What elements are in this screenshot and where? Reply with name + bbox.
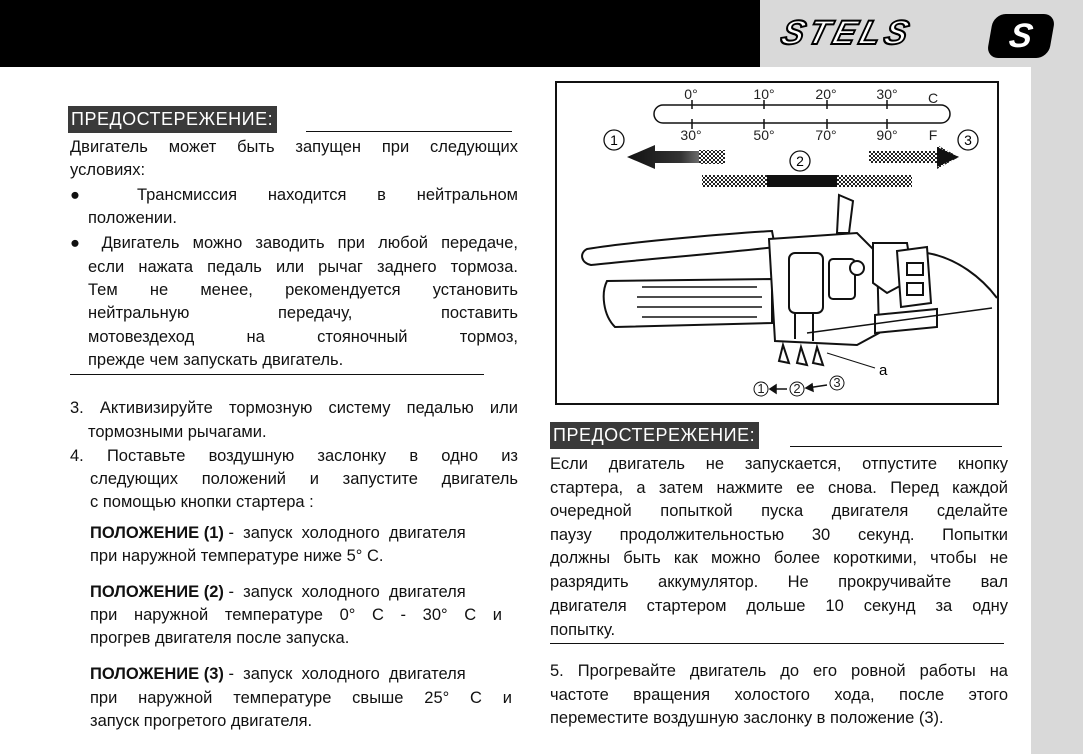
warning2-text-line: очередной попыткой пуска двигателя сделайте [550, 502, 1008, 520]
warning2-text-line: двигателя стартером дольше 10 секунд за одну [550, 597, 1008, 615]
position-1-cont: при наружной температуре ниже 5° С. [90, 547, 384, 565]
position-2-label: ПОЛОЖЕНИЕ (2) [90, 583, 224, 601]
page-side-strip [1031, 67, 1083, 754]
step-3-cont: тормозными рычагами. [88, 423, 267, 441]
bullet-item-cont: мотовездеход на стояночный тормоз, [88, 328, 518, 346]
warning1-text-line: Двигатель может быть запущен при следующих [70, 138, 518, 156]
bullet-item-cont: положении. [88, 209, 177, 227]
callout-1: 1 [610, 132, 618, 148]
step-5: 5. Прогревайте двигатель до его ровной работы на [550, 662, 1008, 680]
c-tick: 10° [753, 86, 775, 102]
callout-3: 3 [964, 132, 972, 148]
label-a: a [879, 362, 888, 379]
warning2-text-line: паузу продолжительностью 30 секунд. Попытки [550, 526, 1008, 544]
c-tick: 20° [815, 86, 837, 102]
seq-1: 1 [757, 381, 765, 396]
warning2-text-line: должны быть как можно более короткими, чтобы не [550, 549, 1008, 567]
warning2-text-line: стартера, а затем нажмите ее снова. Перед каждой [550, 479, 1008, 497]
position-3-cont: при наружной температуре свыше 25° С и [90, 689, 512, 707]
step-4: 4. Поставьте воздушную заслонку в одно из [70, 447, 518, 465]
position-3 [90, 663, 518, 687]
position-3-label: ПОЛОЖЕНИЕ (3) [90, 665, 224, 683]
position-3-cont: запуск прогретого двигателя. [90, 712, 313, 730]
step-3: 3. Активизируйте тормозную систему педалью или [70, 399, 518, 417]
bullet-item: ● Двигатель можно заводить при любой передаче, [70, 234, 518, 252]
seq-2: 2 [793, 381, 801, 396]
warning2-text-line: разрядить аккумулятор. Не прокручивайте вал [550, 573, 1008, 591]
temperature-scale [654, 105, 950, 123]
callout-2: 2 [796, 153, 804, 169]
warning-heading-1 [68, 106, 277, 133]
warning-label: ПРЕДОСТЕРЕЖЕНИЕ: [550, 422, 759, 449]
step-4-cont: следующих положений и запустите двигатель [90, 470, 518, 488]
bullet-item-cont: Тем не менее, рекомендуется установить [88, 281, 518, 299]
brand-logo: STELS [777, 14, 917, 52]
bullet-item: ● Трансмиссия находится в нейтральном [70, 186, 518, 204]
position-2-cont: прогрев двигателя после запуска. [90, 629, 350, 647]
brand-badge [986, 14, 1056, 58]
choke-diagram [555, 81, 999, 405]
seq-3: 3 [833, 375, 841, 390]
f-unit: F [928, 127, 938, 143]
position-2-desc: - запуск холодного двигателя [223, 583, 466, 601]
warning-end-rule [70, 374, 484, 375]
position-1-label: ПОЛОЖЕНИЕ (1) [90, 524, 224, 542]
c-tick: 30° [876, 86, 898, 102]
bullet-item-cont: если нажата педаль или рычаг заднего тормоза. [88, 258, 518, 276]
position-2-cont: при наружной температуре 0° С - 30° С и [90, 606, 502, 624]
warning-underline [306, 131, 512, 132]
warning-underline [790, 446, 1002, 447]
c-tick: 0° [684, 86, 698, 102]
warning2-text-line: Если двигатель не запускается, отпустите кнопку [550, 455, 1008, 473]
c-unit: C [927, 90, 939, 106]
step-5-cont: частоте вращения холостого хода, после этого [550, 686, 1008, 704]
position-1 [90, 522, 518, 546]
bullet-item-cont: нейтральную передачу, поставить [88, 304, 518, 322]
step-4-cont: с помощью кнопки стартера : [90, 493, 314, 511]
warning-label: ПРЕДОСТЕРЕЖЕНИЕ: [68, 106, 277, 133]
position-1-desc: - запуск холодного двигателя [223, 524, 466, 542]
f-tick: 70° [815, 127, 837, 143]
warning-end-rule [550, 643, 1004, 644]
brand-badge-letter: S [1006, 17, 1036, 55]
warning1-text-line: условиях: [70, 161, 146, 179]
brand-area [760, 0, 1083, 67]
handlebar-illustration [582, 195, 997, 365]
f-tick: 50° [753, 127, 775, 143]
warning-heading-2 [550, 422, 759, 449]
f-tick: 90° [876, 127, 898, 143]
warning2-text-line: попытку. [550, 621, 616, 639]
choke-diagram-svg [557, 83, 997, 403]
position-3-desc: - запуск холодного двигателя [223, 665, 466, 683]
f-tick: 30° [680, 127, 702, 143]
bullet-item-cont: прежде чем запускать двигатель. [88, 351, 344, 369]
position-2 [90, 581, 518, 605]
step-5-cont: переместите воздушную заслонку в положение (3). [550, 709, 944, 727]
header-bar [0, 0, 760, 67]
